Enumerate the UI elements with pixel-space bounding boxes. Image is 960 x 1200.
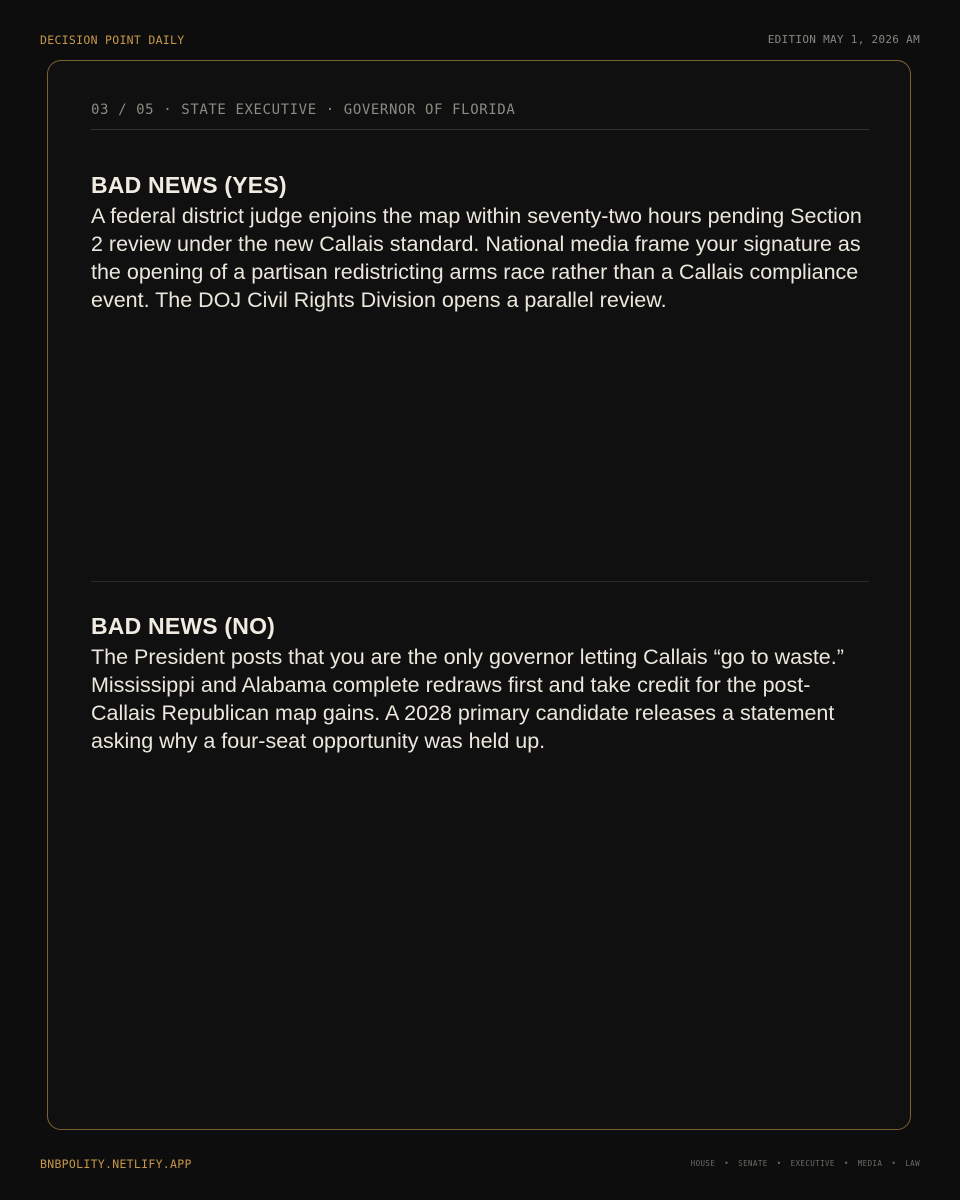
footer-nav: [691, 1159, 920, 1168]
bad-news-yes-section: [91, 172, 869, 314]
footer-nav-house[interactable]: HOUSE: [690, 1159, 716, 1168]
footer-nav-law[interactable]: LAW: [905, 1159, 920, 1168]
bad-news-no-section: [91, 613, 869, 755]
bad-news-yes-heading: BAD NEWS (YES): [91, 172, 287, 198]
card-meta-breadcrumb: 03 / 05 · STATE EXECUTIVE · GOVERNOR OF FLORIDA: [91, 102, 869, 130]
footer-nav-separator: •: [776, 1159, 782, 1168]
footer-nav-senate[interactable]: SENATE: [738, 1159, 768, 1168]
section-divider: [91, 581, 869, 582]
footer-nav-executive[interactable]: EXECUTIVE: [790, 1159, 835, 1168]
edition-date: EDITION MAY 1, 2026 AM: [767, 33, 920, 46]
bad-news-yes-body: A federal district judge enjoins the map within seventy-two hours pending Section 2 review under the new Callais standard. National media frame your signature as the opening of a partisan redistricting arms race rather than a Callais compliance event. The DOJ Civil Rights Division opens a parallel review.: [91, 204, 862, 312]
footer-nav-separator: •: [724, 1159, 730, 1168]
footer-nav-separator: •: [891, 1159, 897, 1168]
footer-nav-separator: •: [843, 1159, 849, 1168]
bad-news-no-body: The President posts that you are the only governor letting Callais “go to waste.” Mississippi and Alabama complete redraws first and take credit for the post-Callais Republican map gains. A 2028 primary candidate releases a statement asking why a four-seat opportunity was held up.: [91, 645, 844, 753]
decision-card: [47, 60, 911, 1130]
footer-site-link[interactable]: BNBPOLITY.NETLIFY.APP: [40, 1157, 192, 1171]
footer-nav-media[interactable]: MEDIA: [857, 1159, 883, 1168]
bad-news-no-heading: BAD NEWS (NO): [91, 613, 276, 639]
brand-name: DECISION POINT DAILY: [40, 33, 185, 47]
